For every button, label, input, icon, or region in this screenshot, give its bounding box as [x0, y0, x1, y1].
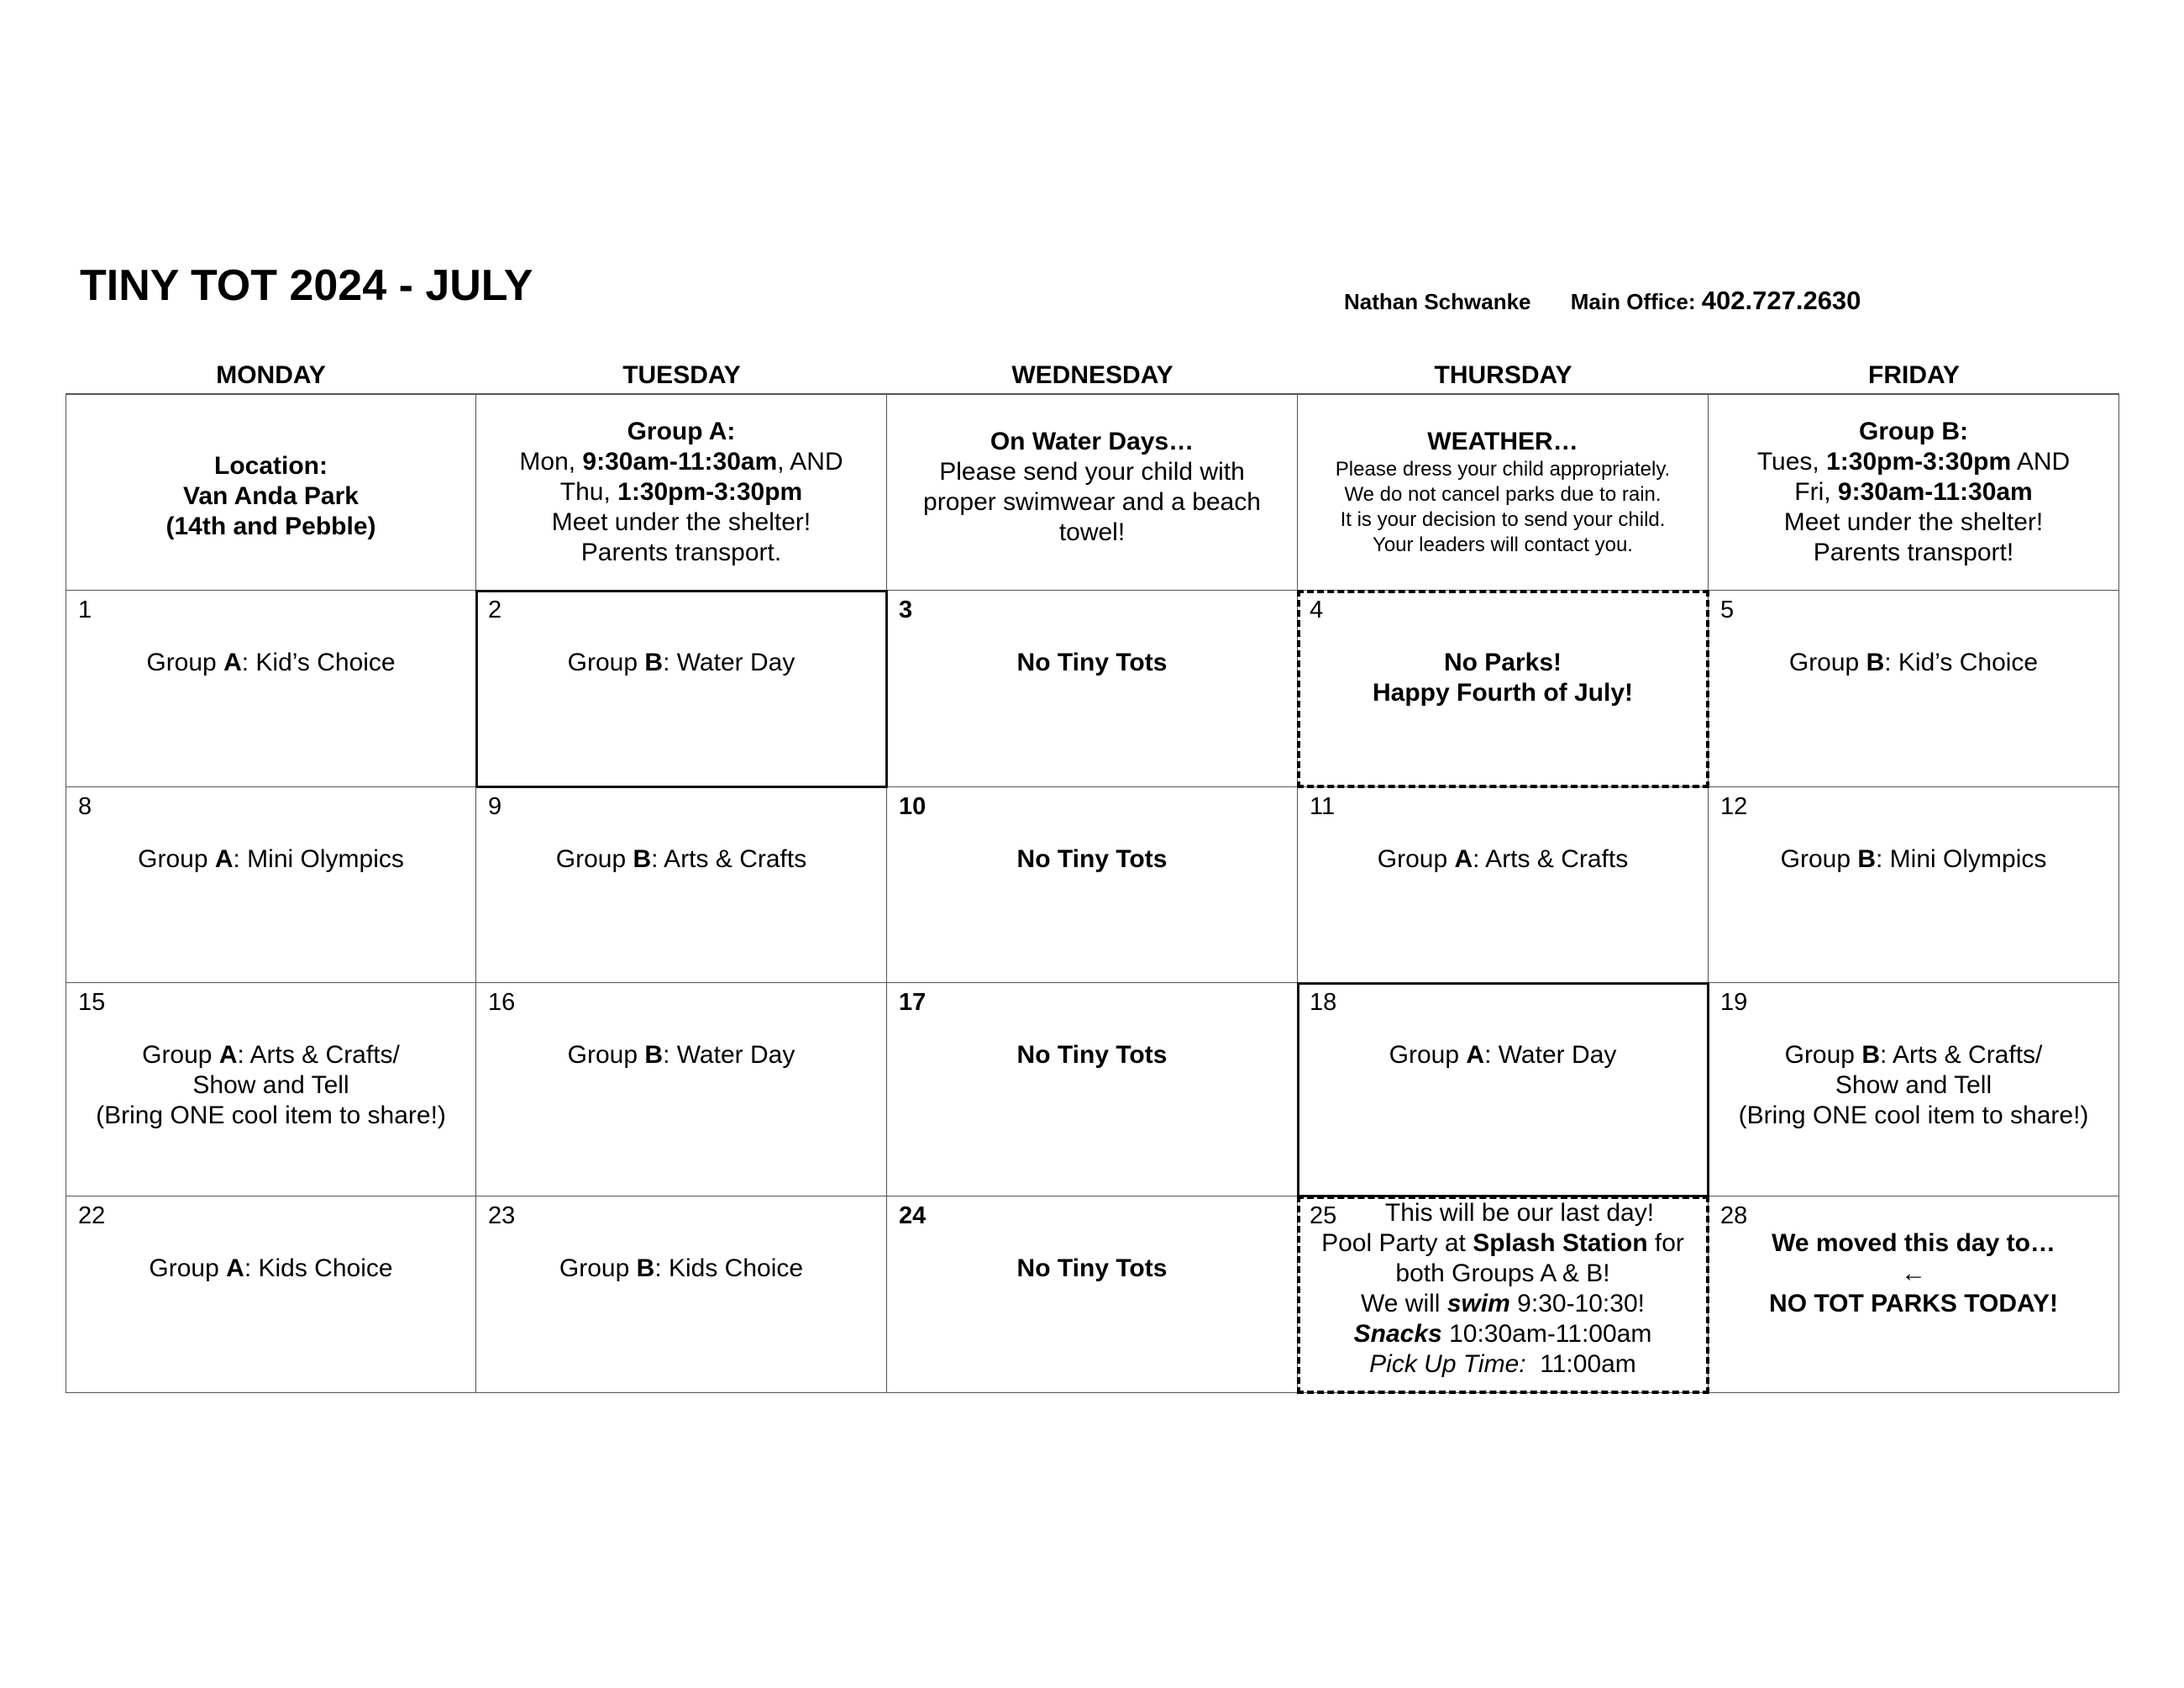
group-b-line1: Tues, 1:30pm-3:30pm AND: [1756, 448, 2071, 476]
day-cell: [476, 787, 887, 983]
day-cell: [66, 983, 476, 1196]
day-number: 5: [1720, 597, 1735, 623]
holiday-line2: Happy Fourth of July!: [1373, 679, 1633, 707]
day-cell: [66, 591, 476, 787]
day-activity: Group A: Arts & Crafts/ Show and Tell (Bring ONE cool item to share!): [66, 1040, 475, 1131]
day-number: 8: [78, 793, 92, 820]
location-park: Van Anda Park: [183, 482, 359, 510]
week-row: [66, 591, 2119, 787]
group-b-line3: Meet under the shelter!: [1783, 508, 2044, 536]
group-a-line3: Meet under the shelter!: [551, 508, 811, 536]
day-cell: [1709, 591, 2119, 787]
location-title: Location:: [214, 452, 328, 480]
weather-line3: It is your decision to send your child.: [1340, 508, 1666, 531]
week-row: [66, 1196, 2119, 1393]
weekday-friday: FRIDAY: [1868, 361, 1960, 389]
day-cell: [1298, 787, 1709, 983]
moved-day-line1: We moved this day to…: [1772, 1229, 2055, 1257]
weather-line2: We do not cancel parks due to rain.: [1344, 483, 1662, 506]
day-cell: [476, 591, 887, 787]
day-number: 18: [1310, 989, 1337, 1016]
day-cell: [887, 591, 1298, 787]
day-number: 22: [78, 1202, 106, 1229]
day-number: 19: [1720, 989, 1748, 1016]
day-number: 12: [1720, 793, 1748, 820]
activity-line2: Show and Tell: [1835, 1071, 1992, 1099]
weekday-tuesday: TUESDAY: [622, 361, 741, 389]
day-activity: Group B: Arts & Crafts: [555, 845, 807, 873]
day-activity: [1298, 1198, 1708, 1380]
day-activity: Group A: Water Day: [1389, 1041, 1617, 1069]
group-a-line1: Mon, 9:30am-11:30am, AND: [519, 448, 843, 476]
last-day-line1: This will be our last day!: [1384, 1199, 1655, 1227]
holiday-line1: No Parks!: [1443, 649, 1562, 676]
day-cell: [887, 983, 1298, 1196]
day-number: 23: [488, 1202, 516, 1229]
day-number: 4: [1310, 597, 1324, 623]
last-day-line3: both Groups A & B!: [1395, 1259, 1610, 1287]
day-number: 9: [488, 793, 502, 820]
last-day-line2: Pool Party at Splash Station for: [1321, 1229, 1684, 1257]
day-number: 28: [1720, 1202, 1748, 1229]
last-day-line5: Snacks 10:30am-11:00am: [1353, 1320, 1652, 1348]
info-row: [66, 393, 2119, 591]
weather-title: WEATHER…: [1427, 428, 1578, 455]
office-label: Main Office:: [1570, 289, 1696, 314]
activity-line3: (Bring ONE cool item to share!): [96, 1102, 446, 1129]
water-title: On Water Days…: [990, 428, 1194, 455]
day-activity: Group A: Kids Choice: [149, 1254, 393, 1282]
day-cell: [476, 1196, 887, 1393]
day-activity: No Tiny Tots: [1016, 845, 1168, 873]
info-location: [66, 393, 476, 591]
day-activity: Group B: Arts & Crafts/ Show and Tell (Bring ONE cool item to share!): [1709, 1040, 2118, 1131]
page-title: TINY TOT 2024 - JULY: [80, 261, 533, 310]
day-cell: [1709, 1196, 2119, 1393]
day-activity: No Tiny Tots: [1016, 649, 1168, 676]
day-activity: Group B: Mini Olympics: [1780, 845, 2047, 873]
office-phone: 402.727.2630: [1701, 286, 1861, 315]
day-activity: Group B: Kid’s Choice: [1788, 649, 2039, 676]
weather-line4: Your leaders will contact you.: [1373, 534, 1633, 556]
day-activity: Group A: Arts & Crafts: [1377, 845, 1629, 873]
weekday-header-row: [66, 361, 2119, 393]
group-b-title: Group B:: [1859, 418, 1968, 445]
day-cell-last-day: [1298, 1196, 1709, 1393]
weekday-wednesday: WEDNESDAY: [1011, 361, 1173, 389]
activity-line2: Show and Tell: [192, 1071, 349, 1099]
day-number: 17: [899, 989, 927, 1016]
day-number: 3: [899, 597, 913, 623]
location-streets: (14th and Pebble): [165, 513, 376, 540]
day-activity: Group B: Water Day: [567, 1041, 795, 1069]
day-cell: [1298, 983, 1709, 1196]
day-number: 2: [488, 597, 502, 623]
group-a-title: Group A:: [627, 418, 736, 445]
day-activity: Group A: Mini Olympics: [138, 845, 404, 873]
moved-day-line2: NO TOT PARKS TODAY!: [1769, 1290, 2058, 1317]
day-activity: No Tiny Tots: [1016, 1254, 1168, 1282]
info-water-days: [887, 393, 1298, 591]
weekday-monday: MONDAY: [216, 361, 326, 389]
day-cell: [887, 1196, 1298, 1393]
day-cell: [476, 983, 887, 1196]
group-a-line4: Parents transport.: [580, 539, 782, 566]
day-number: 11: [1310, 793, 1336, 820]
day-number: 10: [899, 793, 927, 820]
last-day-line6: Pick Up Time: 11:00am: [1369, 1350, 1636, 1378]
day-activity: No Tiny Tots: [1016, 1041, 1168, 1069]
day-cell: [66, 1196, 476, 1393]
group-a-line2: Thu, 1:30pm-3:30pm: [559, 478, 803, 506]
day-cell: [887, 787, 1298, 983]
day-activity: Group B: Water Day: [567, 649, 795, 676]
activity-line3: (Bring ONE cool item to share!): [1738, 1102, 2089, 1129]
weekday-thursday: THURSDAY: [1434, 361, 1572, 389]
week-row: [66, 983, 2119, 1196]
day-number: 1: [78, 597, 92, 623]
leader-name: Nathan Schwanke: [1344, 289, 1531, 314]
info-group-a: [476, 393, 887, 591]
day-activity: Group A: Kid’s Choice: [146, 649, 396, 676]
day-activity: [1709, 1228, 2118, 1319]
water-text: Please send your child with proper swimwear and a beach towel!: [923, 458, 1261, 546]
contact-info: [1344, 286, 1861, 316]
day-number: 15: [78, 989, 106, 1016]
day-number: 25: [1310, 1202, 1337, 1229]
weather-line1: Please dress your child appropriately.: [1335, 458, 1671, 481]
last-day-line4: We will swim 9:30-10:30!: [1361, 1290, 1645, 1317]
day-cell: [66, 787, 476, 983]
day-cell: [1709, 983, 2119, 1196]
week-row: [66, 787, 2119, 983]
day-activity: Group B: Kids Choice: [559, 1254, 804, 1282]
info-weather: [1298, 393, 1709, 591]
calendar-grid: [66, 393, 2119, 1393]
arrow-left-icon: ←: [1901, 1259, 1926, 1287]
day-cell: [1709, 787, 2119, 983]
group-b-line4: Parents transport!: [1813, 539, 2014, 566]
info-group-b: [1709, 393, 2119, 591]
day-number: 16: [488, 989, 516, 1016]
day-cell-holiday: [1298, 591, 1709, 787]
group-b-line2: Fri, 9:30am-11:30am: [1794, 478, 2033, 506]
day-number: 24: [899, 1202, 927, 1229]
day-activity: [1298, 648, 1708, 708]
